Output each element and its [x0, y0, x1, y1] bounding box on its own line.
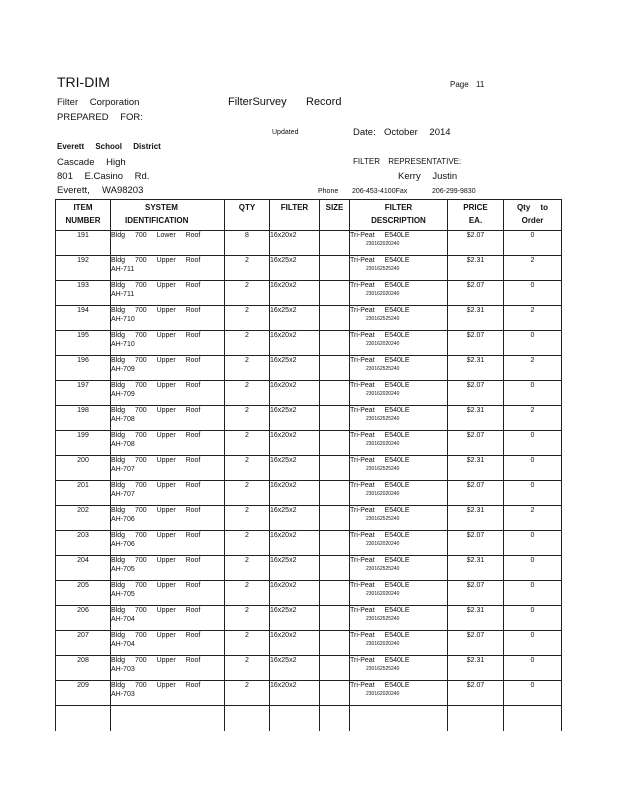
item-number: 207	[56, 631, 111, 656]
system-name: Bldg 700 Upper Roof	[111, 632, 201, 639]
table-row	[56, 331, 562, 356]
qty-cell: 8	[225, 231, 270, 256]
qty-to-order-cell: 2	[504, 356, 562, 381]
description-text: Tri-Peat E540LE	[350, 582, 410, 589]
qty-to-order-cell: 0	[504, 231, 562, 256]
filter-description	[350, 406, 448, 431]
description-text: Tri-Peat E540LE	[350, 482, 410, 489]
description-text: Tri-Peat E540LE	[350, 332, 410, 339]
item-number: 199	[56, 431, 111, 456]
description-text: Tri-Peat E540LE	[350, 357, 410, 364]
description-text: Tri-Peat E540LE	[350, 457, 410, 464]
table-row	[56, 581, 562, 606]
filter-size-cell: 16x25x2	[270, 306, 320, 331]
table-row	[56, 656, 562, 681]
filter-size-cell: 16x20x2	[270, 281, 320, 306]
qty-cell: 2	[225, 606, 270, 631]
part-code: 230162020240	[366, 641, 400, 647]
table-row-blank	[56, 706, 562, 731]
qty-to-order-cell: 0	[504, 331, 562, 356]
empty-cell	[225, 706, 270, 731]
item-number: 197	[56, 381, 111, 406]
price-each-cell: $2.31	[448, 606, 504, 631]
system-name: Bldg 700 Upper Roof	[111, 257, 201, 264]
part-code: 230162525240	[366, 416, 400, 422]
description-text: Tri-Peat E540LE	[350, 407, 410, 414]
price-each-cell: $2.07	[448, 431, 504, 456]
part-code: 230162020240	[366, 591, 400, 597]
item-number: 204	[56, 556, 111, 581]
size-cell	[320, 406, 350, 431]
qty-cell: 2	[225, 281, 270, 306]
item-number: 198	[56, 406, 111, 431]
part-code: 230162525240	[366, 316, 400, 322]
unit-id: AH-704	[111, 641, 135, 648]
qty-to-order-cell: 0	[504, 281, 562, 306]
price-each-cell: $2.07	[448, 231, 504, 256]
filter-size-cell: 16x20x2	[270, 231, 320, 256]
qty-cell: 2	[225, 506, 270, 531]
unit-id: AH-709	[111, 366, 135, 373]
system-identification	[111, 681, 225, 706]
system-identification	[111, 656, 225, 681]
unit-id: AH-711	[111, 291, 135, 298]
part-code: 230162525240	[366, 616, 400, 622]
description-text: Tri-Peat E540LE	[350, 232, 410, 239]
empty-cell	[320, 706, 350, 731]
description-text: Tri-Peat E540LE	[350, 682, 410, 689]
filter-description	[350, 606, 448, 631]
system-name: Bldg 700 Upper Roof	[111, 607, 201, 614]
filter-size-cell: 16x20x2	[270, 681, 320, 706]
table-row	[56, 556, 562, 581]
table-row	[56, 606, 562, 631]
system-name: Bldg 700 Upper Roof	[111, 557, 201, 564]
unit-id: AH-708	[111, 441, 135, 448]
filter-size-cell: 16x20x2	[270, 581, 320, 606]
qty-to-order-cell: 0	[504, 456, 562, 481]
size-cell	[320, 456, 350, 481]
system-identification	[111, 456, 225, 481]
item-number: 201	[56, 481, 111, 506]
unit-id: AH-710	[111, 341, 135, 348]
filter-description	[350, 681, 448, 706]
description-text: Tri-Peat E540LE	[350, 307, 410, 314]
size-cell	[320, 606, 350, 631]
part-code: 230162020240	[366, 691, 400, 697]
unit-id: AH-704	[111, 616, 135, 623]
table-row	[56, 631, 562, 656]
system-identification	[111, 381, 225, 406]
item-number: 205	[56, 581, 111, 606]
system-name: Bldg 700 Upper Roof	[111, 282, 201, 289]
col-filter-description: FILTER DESCRIPTION	[350, 200, 448, 231]
size-cell	[320, 531, 350, 556]
system-identification	[111, 531, 225, 556]
filter-size-cell: 16x25x2	[270, 256, 320, 281]
system-name: Bldg 700 Upper Roof	[111, 532, 201, 539]
description-text: Tri-Peat E540LE	[350, 557, 410, 564]
item-number: 202	[56, 506, 111, 531]
filter-size-cell: 16x25x2	[270, 456, 320, 481]
unit-id: AH-705	[111, 591, 135, 598]
survey-title: FilterSurvey	[228, 96, 287, 108]
unit-id: AH-703	[111, 666, 135, 673]
filter-description	[350, 256, 448, 281]
system-identification	[111, 481, 225, 506]
filter-corporation: Filter Corporation	[57, 97, 140, 108]
part-code: 230162525240	[366, 366, 400, 372]
part-code: 230162020240	[366, 241, 400, 247]
qty-to-order-cell: 0	[504, 481, 562, 506]
date-label: Date:	[353, 127, 376, 138]
system-identification	[111, 256, 225, 281]
page-label: Page	[450, 80, 469, 89]
qty-to-order-cell: 0	[504, 681, 562, 706]
qty-cell: 2	[225, 431, 270, 456]
description-text: Tri-Peat E540LE	[350, 282, 410, 289]
part-code: 230162525240	[366, 566, 400, 572]
filter-size-cell: 16x25x2	[270, 356, 320, 381]
prepared-for-label: PREPARED FOR:	[57, 112, 143, 123]
system-identification	[111, 231, 225, 256]
table-row	[56, 506, 562, 531]
price-each-cell: $2.07	[448, 631, 504, 656]
item-number: 193	[56, 281, 111, 306]
qty-to-order-cell: 2	[504, 306, 562, 331]
qty-cell: 2	[225, 331, 270, 356]
unit-id: AH-707	[111, 466, 135, 473]
qty-to-order-cell: 0	[504, 606, 562, 631]
qty-cell: 2	[225, 356, 270, 381]
item-number: 203	[56, 531, 111, 556]
part-code: 230162525240	[366, 266, 400, 272]
description-text: Tri-Peat E540LE	[350, 657, 410, 664]
system-identification	[111, 631, 225, 656]
filter-description	[350, 456, 448, 481]
size-cell	[320, 656, 350, 681]
filter-description	[350, 631, 448, 656]
size-cell	[320, 431, 350, 456]
size-cell	[320, 681, 350, 706]
filter-description	[350, 506, 448, 531]
table-row	[56, 356, 562, 381]
unit-id: AH-709	[111, 391, 135, 398]
table-row	[56, 256, 562, 281]
description-text: Tri-Peat E540LE	[350, 632, 410, 639]
empty-cell	[270, 706, 320, 731]
page-number: 11	[476, 80, 485, 89]
system-identification	[111, 306, 225, 331]
state-zip: WA98203	[102, 185, 144, 196]
system-name: Bldg 700 Upper Roof	[111, 507, 201, 514]
size-cell	[320, 506, 350, 531]
qty-to-order-cell: 0	[504, 381, 562, 406]
size-cell	[320, 356, 350, 381]
filter-description	[350, 556, 448, 581]
price-each-cell: $2.07	[448, 681, 504, 706]
unit-id: AH-708	[111, 416, 135, 423]
qty-cell: 2	[225, 656, 270, 681]
description-text: Tri-Peat E540LE	[350, 532, 410, 539]
price-each-cell: $2.07	[448, 531, 504, 556]
price-each-cell: $2.31	[448, 656, 504, 681]
part-code: 230162525240	[366, 666, 400, 672]
size-cell	[320, 381, 350, 406]
item-number: 195	[56, 331, 111, 356]
filter-description	[350, 231, 448, 256]
table-row	[56, 231, 562, 256]
filter-survey-table	[55, 199, 562, 731]
col-system-identification: SYSTEM IDENTIFICATION	[111, 200, 225, 231]
filter-description	[350, 581, 448, 606]
site-name: Cascade High	[57, 157, 126, 168]
filter-size-cell: 16x25x2	[270, 506, 320, 531]
system-name: Bldg 700 Upper Roof	[111, 582, 201, 589]
part-code: 230162020240	[366, 541, 400, 547]
system-identification	[111, 331, 225, 356]
system-identification	[111, 506, 225, 531]
qty-cell: 2	[225, 681, 270, 706]
qty-cell: 2	[225, 306, 270, 331]
size-cell	[320, 281, 350, 306]
qty-cell: 2	[225, 581, 270, 606]
price-each-cell: $2.31	[448, 456, 504, 481]
system-name: Bldg 700 Upper Roof	[111, 482, 201, 489]
system-name: Bldg 700 Lower Roof	[111, 232, 201, 239]
filter-description	[350, 431, 448, 456]
col-filter: FILTER	[270, 200, 320, 231]
price-each-cell: $2.31	[448, 306, 504, 331]
col-size: SIZE	[320, 200, 350, 231]
col-price-each: PRICE EA.	[448, 200, 504, 231]
item-number: 191	[56, 231, 111, 256]
qty-to-order-cell: 0	[504, 531, 562, 556]
item-number: 208	[56, 656, 111, 681]
qty-cell: 2	[225, 531, 270, 556]
qty-cell: 2	[225, 456, 270, 481]
item-number: 209	[56, 681, 111, 706]
system-identification	[111, 406, 225, 431]
system-identification	[111, 356, 225, 381]
price-each-cell: $2.07	[448, 481, 504, 506]
empty-cell	[56, 706, 111, 731]
size-cell	[320, 631, 350, 656]
part-code: 230162020240	[366, 491, 400, 497]
company-name: TRI-DIM	[57, 74, 110, 90]
description-text: Tri-Peat E540LE	[350, 507, 410, 514]
price-each-cell: $2.31	[448, 406, 504, 431]
qty-cell: 2	[225, 556, 270, 581]
qty-to-order-cell: 0	[504, 631, 562, 656]
qty-cell: 2	[225, 631, 270, 656]
system-name: Bldg 700 Upper Roof	[111, 432, 201, 439]
table-row	[56, 381, 562, 406]
unit-id: AH-706	[111, 541, 135, 548]
unit-id: AH-707	[111, 491, 135, 498]
system-identification	[111, 281, 225, 306]
qty-to-order-cell: 0	[504, 556, 562, 581]
qty-to-order-cell: 2	[504, 406, 562, 431]
system-name: Bldg 700 Upper Roof	[111, 307, 201, 314]
updated-label: Updated	[272, 129, 299, 136]
item-number: 194	[56, 306, 111, 331]
system-identification	[111, 581, 225, 606]
size-cell	[320, 256, 350, 281]
table-row	[56, 431, 562, 456]
filter-description	[350, 531, 448, 556]
item-number: 200	[56, 456, 111, 481]
filter-description	[350, 656, 448, 681]
item-number: 196	[56, 356, 111, 381]
system-name: Bldg 700 Upper Roof	[111, 682, 201, 689]
filter-description	[350, 481, 448, 506]
price-each-cell: $2.31	[448, 556, 504, 581]
city: Everett,	[57, 185, 90, 196]
qty-to-order-cell: 0	[504, 581, 562, 606]
filter-description	[350, 381, 448, 406]
size-cell	[320, 231, 350, 256]
price-each-cell: $2.07	[448, 581, 504, 606]
unit-id: AH-705	[111, 566, 135, 573]
table-row	[56, 681, 562, 706]
size-cell	[320, 306, 350, 331]
street-address: 801 E.Casino Rd.	[57, 171, 150, 182]
price-each-cell: $2.07	[448, 281, 504, 306]
description-text: Tri-Peat E540LE	[350, 257, 410, 264]
table-row	[56, 406, 562, 431]
price-each-cell: $2.31	[448, 256, 504, 281]
price-each-cell: $2.07	[448, 331, 504, 356]
qty-cell: 2	[225, 381, 270, 406]
table-row	[56, 481, 562, 506]
part-code: 230162020240	[366, 291, 400, 297]
filter-size-cell: 16x25x2	[270, 656, 320, 681]
part-code: 230162020240	[366, 391, 400, 397]
representative-label: FILTER REPRESENTATIVE:	[353, 157, 462, 166]
size-cell	[320, 331, 350, 356]
system-name: Bldg 700 Upper Roof	[111, 332, 201, 339]
table-header-row	[56, 200, 562, 231]
filter-description	[350, 356, 448, 381]
system-name: Bldg 700 Upper Roof	[111, 382, 201, 389]
col-item-number: ITEM NUMBER	[56, 200, 111, 231]
filter-size-cell: 16x25x2	[270, 606, 320, 631]
filter-description	[350, 281, 448, 306]
system-name: Bldg 700 Upper Roof	[111, 457, 201, 464]
size-cell	[320, 581, 350, 606]
part-code: 230162020240	[366, 441, 400, 447]
price-each-cell: $2.31	[448, 356, 504, 381]
unit-id: AH-710	[111, 316, 135, 323]
size-cell	[320, 556, 350, 581]
description-text: Tri-Peat E540LE	[350, 432, 410, 439]
price-each-cell: $2.07	[448, 381, 504, 406]
filter-size-cell: 16x25x2	[270, 406, 320, 431]
record-label: Record	[306, 96, 342, 108]
system-name: Bldg 700 Upper Roof	[111, 407, 201, 414]
unit-id: AH-706	[111, 516, 135, 523]
size-cell	[320, 481, 350, 506]
unit-id: AH-703	[111, 691, 135, 698]
table-row	[56, 456, 562, 481]
qty-cell: 2	[225, 256, 270, 281]
system-name: Bldg 700 Upper Roof	[111, 357, 201, 364]
table-row	[56, 531, 562, 556]
filter-size-cell: 16x20x2	[270, 381, 320, 406]
system-name: Bldg 700 Upper Roof	[111, 657, 201, 664]
col-qty-to-order: Qty to Order	[504, 200, 562, 231]
qty-to-order-cell: 2	[504, 256, 562, 281]
empty-cell	[504, 706, 562, 731]
filter-description	[350, 331, 448, 356]
table-row	[56, 281, 562, 306]
description-text: Tri-Peat E540LE	[350, 382, 410, 389]
qty-to-order-cell: 0	[504, 656, 562, 681]
filter-description	[350, 306, 448, 331]
filter-size-cell: 16x20x2	[270, 331, 320, 356]
part-code: 230162020240	[366, 341, 400, 347]
filter-size-cell: 16x20x2	[270, 631, 320, 656]
price-each-cell: $2.31	[448, 506, 504, 531]
empty-cell	[448, 706, 504, 731]
qty-cell: 2	[225, 481, 270, 506]
fax-value: 206-299-9830	[432, 188, 476, 195]
empty-cell	[350, 706, 448, 731]
empty-cell	[111, 706, 225, 731]
filter-size-cell: 16x25x2	[270, 556, 320, 581]
system-identification	[111, 556, 225, 581]
description-text: Tri-Peat E540LE	[350, 607, 410, 614]
filter-size-cell: 16x20x2	[270, 481, 320, 506]
representative-name: Kerry Justin	[398, 171, 458, 182]
table-row	[56, 306, 562, 331]
date-value: October 2014	[384, 127, 451, 138]
qty-to-order-cell: 2	[504, 506, 562, 531]
system-identification	[111, 431, 225, 456]
phone-value: 206-453-4100Fax	[352, 188, 408, 195]
phone-label: Phone	[318, 188, 339, 195]
client-name: Everett School District	[57, 142, 161, 151]
unit-id: AH-711	[111, 266, 135, 273]
qty-cell: 2	[225, 406, 270, 431]
item-number: 192	[56, 256, 111, 281]
part-code: 230162525240	[366, 466, 400, 472]
part-code: 230162525240	[366, 516, 400, 522]
col-qty: QTY	[225, 200, 270, 231]
qty-to-order-cell: 0	[504, 431, 562, 456]
system-identification	[111, 606, 225, 631]
filter-size-cell: 16x20x2	[270, 531, 320, 556]
filter-size-cell: 16x20x2	[270, 431, 320, 456]
item-number: 206	[56, 606, 111, 631]
